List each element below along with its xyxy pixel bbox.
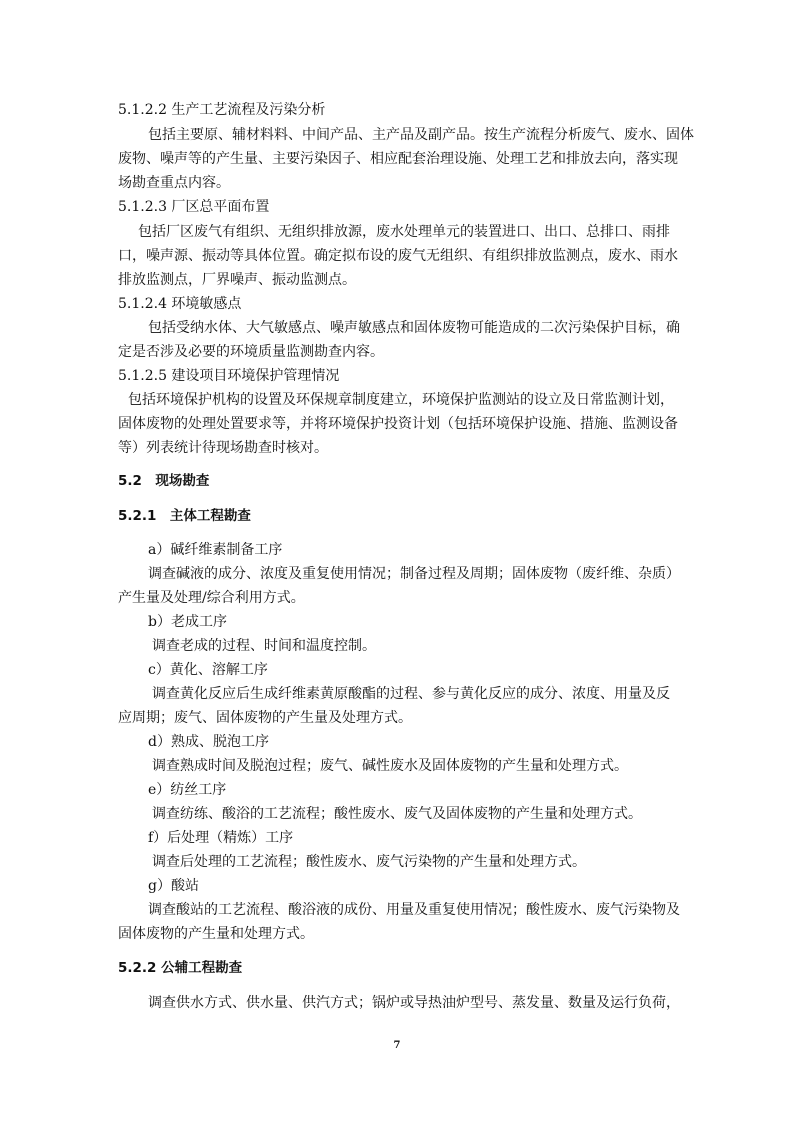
paragraph-line: 口，噪声源、振动等具体位置。确定拟布设的废气无组织、有组织排放监测点，废水、雨水	[118, 248, 678, 264]
paragraph-line: 产生量及处理/综合利用方式。	[118, 590, 305, 606]
paragraph-line: 调查纺练、酸浴的工艺流程；酸性废水、废气及固体废物的产生量和处理方式。	[152, 806, 642, 822]
paragraph-line: 包括受纳水体、大气敏感点、噪声敏感点和固体废物可能造成的二次污染保护目标，确	[148, 320, 680, 336]
paragraph-line: 固体废物的产生量和处理方式。	[118, 926, 314, 942]
paragraph-line: 废物、噪声等的产生量、主要污染因子、相应配套治理设施、处理工艺和排放去向，落实现	[118, 151, 678, 167]
paragraph-line: 包括环境保护机构的设置及环保规章制度建立，环境保护监测站的设立及日常监测计划，	[128, 392, 674, 408]
section-5-2-1-heading: 5.2.1 主体工程勘查	[118, 508, 251, 524]
paragraph-line: 调查熟成时间及脱泡过程；废气、碱性废水及固体废物的产生量和处理方式。	[152, 758, 628, 774]
item-label-c: c）黄化、溶解工序	[148, 662, 268, 678]
section-5-1-2-3-heading: 5.1.2.3 厂区总平面布置	[118, 199, 270, 215]
paragraph-line: 固体废物的处理处置要求等，并将环境保护投资计划（包括环境保护设施、措施、监测设备	[118, 416, 678, 432]
paragraph-line: 调查酸站的工艺流程、酸浴液的成份、用量及重复使用情况；酸性废水、废气污染物及	[148, 902, 680, 918]
paragraph-line: 调查供水方式、供水量、供汽方式；锅炉或导热油炉型号、蒸发量、数量及运行负荷，	[148, 995, 680, 1011]
paragraph-line: 场勘查重点内容。	[118, 175, 230, 191]
paragraph-line: 包括主要原、辅材料料、中间产品、主产品及副产品。按生产流程分析废气、废水、固体	[148, 127, 694, 143]
paragraph-line: 调查老成的过程、时间和温度控制。	[152, 638, 376, 654]
item-label-g: g）酸站	[148, 878, 199, 894]
paragraph-line: 调查后处理的工艺流程；酸性废水、废气污染物的产生量和处理方式。	[152, 854, 586, 870]
item-label-f: f）后处理（精炼）工序	[148, 830, 294, 846]
section-5-1-2-5-heading: 5.1.2.5 建设项目环境保护管理情况	[118, 368, 340, 384]
section-5-1-2-4-heading: 5.1.2.4 环境敏感点	[118, 296, 242, 312]
page-number: 7	[393, 1040, 401, 1051]
paragraph-line: 调查黄化反应后生成纤维素黄原酸酯的过程、参与黄化反应的成分、浓度、用量及反	[152, 686, 670, 702]
paragraph-line: 定是否涉及必要的环境质量监测勘查内容。	[118, 344, 384, 360]
paragraph-line: 等）列表统计待现场勘查时核对。	[118, 440, 328, 456]
paragraph-line: 调查碱液的成分、浓度及重复使用情况；制备过程及周期；固体废物（废纤维、杂质）	[148, 566, 680, 582]
paragraph-line: 包括厂区废气有组织、无组织排放源，废水处理单元的装置进口、出口、总排口、雨排	[138, 224, 670, 240]
section-5-2-2-heading: 5.2.2 公辅工程勘查	[118, 960, 243, 976]
section-5-2-heading: 5.2 现场勘查	[118, 473, 210, 489]
section-5-1-2-2-heading: 5.1.2.2 生产工艺流程及污染分析	[118, 102, 326, 118]
item-label-d: d）熟成、脱泡工序	[148, 734, 269, 750]
item-label-b: b）老成工序	[148, 614, 227, 630]
paragraph-line: 应周期；废气、固体废物的产生量及处理方式。	[118, 710, 412, 726]
item-label-e: e）纺丝工序	[148, 782, 227, 798]
paragraph-line: 排放监测点，厂界噪声、振动监测点。	[118, 272, 356, 288]
item-label-a: a）碱纤维素制备工序	[148, 542, 283, 558]
